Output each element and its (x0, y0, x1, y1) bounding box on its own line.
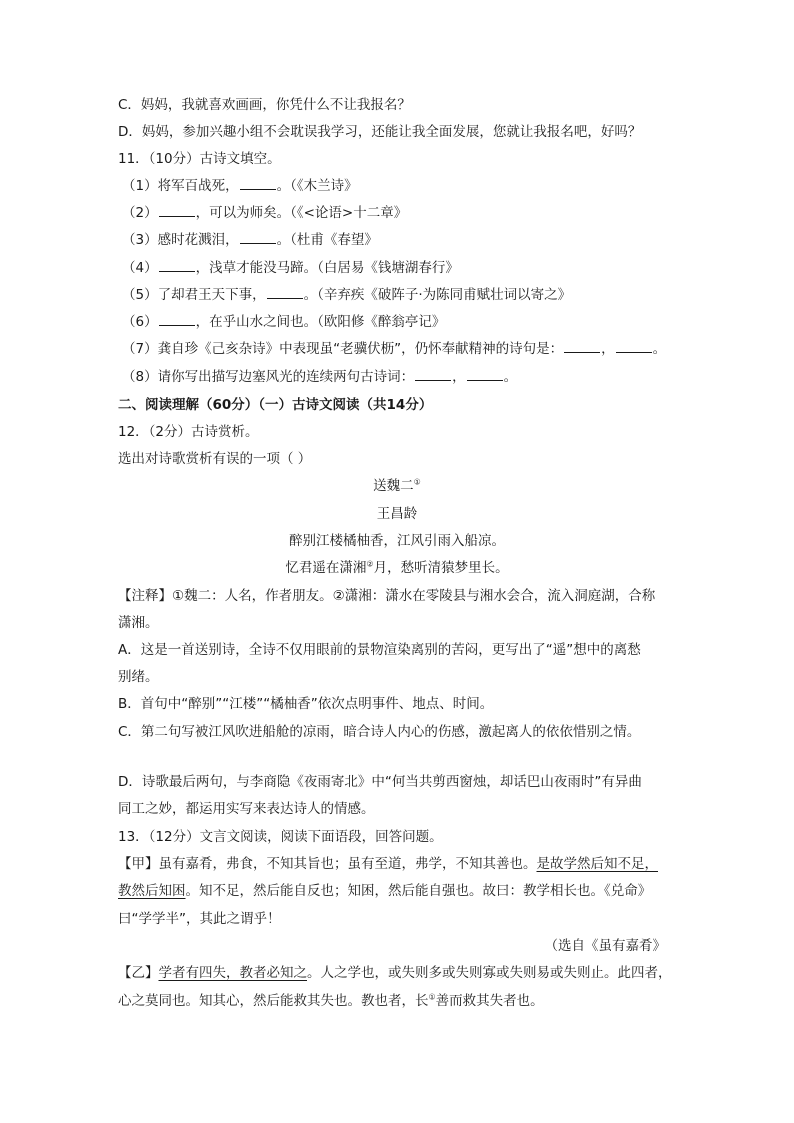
q12-prompt: 选出对诗歌赏析有误的一项（ ） (118, 451, 312, 467)
q10-option-c: C．妈妈，我就喜欢画画，你凭什么不让我报名？ (118, 97, 411, 113)
passage-jia-line-1: 【甲】虽有嘉肴，弗食，不知其旨也；虽有至道，弗学，不知其善也。是故学然后知不足， (118, 856, 658, 872)
answer-blank[interactable] (240, 177, 276, 190)
answer-blank[interactable] (240, 231, 276, 244)
q12-option-a: A．这是一首送别诗，全诗不仅用眼前的景物渲染离别的苦闷，更写出了“遥”想中的离愁 (118, 642, 641, 658)
answer-blank[interactable] (467, 368, 503, 381)
passage-yi-line-1: 【乙】学者有四失，教者必知之。人之学也，或失则多或失则寡或失则易或失则止。此四者， (118, 965, 672, 981)
q11-item-7: （7）龚自珍《己亥杂诗》中表现虽“老骥伏枥”，仍怀奉献精神的诗句是： ， 。 (122, 341, 667, 357)
poem-notes: 【注释】①魏二：人名，作者朋友。②潇湘：潇水在零陵县与湘水会合，流入洞庭湖，合称 (118, 588, 656, 604)
q11-item-2: （2） ，可以为师矣。（《<论语>十二章》 (122, 205, 408, 221)
answer-blank[interactable] (564, 340, 600, 353)
poem-author: 王昌龄 (376, 506, 418, 522)
underlined-sentence: 是故学然后知不足， (536, 856, 658, 872)
q11-item-1: （1）将军百战死， 。（《木兰诗》 (122, 178, 358, 194)
answer-blank[interactable] (159, 313, 195, 326)
poem-title: 送魏二① (373, 477, 421, 494)
answer-blank[interactable] (415, 368, 451, 381)
underlined-sentence: 学者有四失，教者必知之 (158, 965, 307, 981)
poem-notes-cont: 潇湘。 (118, 615, 159, 631)
section-heading: 二、阅读理解（60分）（一）古诗文阅读（共14分） (118, 397, 433, 413)
q11-item-6: （6） ，在乎山水之间也。（欧阳修《醉翁亭记》 (122, 314, 446, 330)
q11-item-8: （8）请你写出描写边塞风光的连续两句古诗词： ， 。 (122, 369, 518, 385)
answer-blank[interactable] (159, 259, 195, 272)
q12-title: 12．（2分）古诗赏析。 (118, 424, 259, 440)
q12-option-d: D．诗歌最后两句，与李商隐《夜雨寄北》中“何当共剪西窗烛，却话巴山夜雨时”有异曲 (118, 774, 642, 790)
q12-option-d-cont: 同工之妙，都运用实写来表达诗人的情感。 (118, 801, 375, 817)
q10-option-d: D．妈妈，参加兴趣小组不会耽误我学习，还能让我全面发展，您就让我报名吧，好吗？ (118, 124, 642, 140)
q11-item-3: （3）感时花溅泪， 。（杜甫《春望》 (122, 232, 378, 248)
q11-item-4: （4） ，浅草才能没马蹄。（白居易《钱塘湖春行》 (122, 260, 459, 276)
q13-title: 13．（12分）文言文阅读，阅读下面语段，回答问题。 (118, 829, 443, 845)
answer-blank[interactable] (616, 340, 652, 353)
passage-yi-line-2: 心之莫同也。知其心，然后能救其失也。教也者，长①善而救其失者也。 (118, 992, 544, 1009)
poem-line-1: 醉别江楼橘柚香，江风引雨入船凉。 (289, 533, 505, 549)
q11-item-5: （5）了却君王天下事， 。（辛弃疾《破阵子·为陈同甫赋壮词以寄之》 (122, 287, 572, 303)
poem-line-2: 忆君遥在潇湘②月，愁听清猿梦里长。 (285, 559, 509, 576)
passage-source: （选自《虽有嘉肴》 (544, 938, 666, 954)
q11-title: 11．（10分）古诗文填空。 (118, 151, 281, 167)
q12-option-b: B．首句中“醉别”“江楼”“橘柚香”依次点明事件、地点、时间。 (118, 696, 494, 712)
passage-jia-line-2: 教然后知困。知不足，然后能自反也；知困，然后能自强也。故曰：教学相长也。《兑命》 (118, 883, 652, 899)
passage-jia-line-3: 曰“学学半”，其此之谓乎！ (118, 911, 281, 927)
answer-blank[interactable] (159, 204, 195, 217)
q12-option-c: C．第二句写被江风吹进船舱的凉雨，暗合诗人内心的伤感，激起离人的依依惜别之情。 (118, 724, 641, 740)
answer-blank[interactable] (267, 286, 303, 299)
q12-option-a-cont: 别绪。 (118, 669, 159, 685)
underlined-sentence: 教然后知困 (118, 883, 186, 899)
